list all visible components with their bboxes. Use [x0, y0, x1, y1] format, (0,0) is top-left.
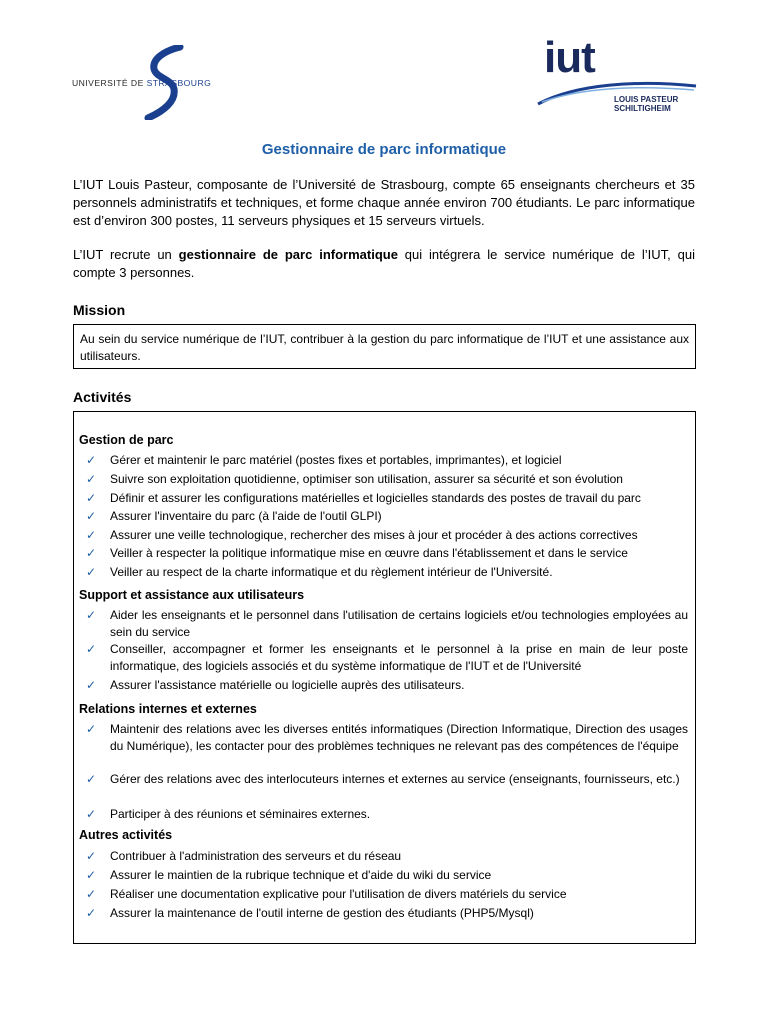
activity-item-text: Contribuer à l'administration des serveurs et du réseau	[110, 849, 402, 863]
checkmark-icon: ✓	[86, 509, 97, 523]
activity-list-item	[86, 867, 688, 884]
checkmark-icon: ✓	[86, 528, 97, 542]
checkmark-icon: ✓	[86, 565, 97, 579]
activites-heading: Activités	[73, 389, 132, 405]
page-title: Gestionnaire de parc informatique	[261, 141, 507, 158]
activity-list-item	[86, 607, 688, 640]
iut-louis-pasteur-logo	[536, 33, 701, 122]
activity-list-item	[86, 452, 688, 469]
activity-group-title: Support et assistance aux utilisateurs	[79, 588, 305, 602]
activity-group-title: Relations internes et externes	[79, 702, 257, 716]
activity-list-item	[86, 641, 688, 674]
activity-item-text: Veiller au respect de la charte informatique et du règlement intérieur de l'Université.	[110, 565, 553, 579]
checkmark-icon: ✓	[86, 849, 97, 863]
checkmark-icon: ✓	[86, 906, 97, 920]
activity-group-title: Autres activités	[79, 828, 173, 842]
mission-heading: Mission	[73, 302, 126, 318]
mission-box: Au sein du service numérique de l’IUT, contribuer à la gestion du parc informatique de l’IUT et une assistance aux utilisateurs.	[73, 324, 696, 369]
checkmark-icon: ✓	[86, 772, 97, 786]
activity-item-text: Assurer la maintenance de l'outil interne de gestion des étudiants (PHP5/Mysql)	[110, 906, 534, 920]
activity-item-text: Assurer une veille technologique, rechercher des mises à jour et procéder à des actions correctives	[110, 528, 638, 542]
activity-list-item	[86, 545, 688, 562]
job-title-emphasis: gestionnaire de parc informatique	[178, 247, 398, 262]
activity-list-item	[86, 771, 688, 788]
checkmark-icon: ✓	[86, 608, 97, 622]
activity-item-text: Gérer des relations avec des interlocuteurs internes et externes au service (enseignants, fournisseurs, etc.)	[110, 772, 680, 786]
universite-strasbourg-logo	[72, 45, 232, 120]
activites-box	[73, 411, 696, 944]
activity-item-text: Conseiller, accompagner et former les enseignants et le personnel à la prise en main de leur poste informatique, des logiciels associés et du système informatique de l'IUT et de l'Université	[110, 642, 688, 673]
iut-wordmark: iut	[544, 33, 595, 82]
activity-item-text: Assurer l'assistance matérielle ou logicielle auprès des utilisateurs.	[110, 678, 465, 692]
checkmark-icon: ✓	[86, 722, 97, 736]
checkmark-icon: ✓	[86, 678, 97, 692]
activity-item-text: Assurer le maintien de la rubrique technique et d'aide du wiki du service	[110, 868, 492, 882]
activity-list-item	[86, 886, 688, 903]
checkmark-icon: ✓	[86, 491, 97, 505]
iut-subtitle: LOUIS PASTEUR SCHILTIGHEIM	[614, 95, 679, 113]
universite-strasbourg-wordmark: UNIVERSITÉ DE STRASBOURG	[72, 78, 212, 88]
activity-list-item	[86, 527, 688, 544]
activity-item-text: Participer à des réunions et séminaires externes.	[110, 807, 371, 821]
activity-list-item	[86, 848, 688, 865]
checkmark-icon: ✓	[86, 887, 97, 901]
checkmark-icon: ✓	[86, 472, 97, 486]
activity-list-item	[86, 721, 688, 754]
intro-paragraph-2: L’IUT recrute un gestionnaire de parc informatique qui intégrera le service numérique de l’IUT, qui compte 3 personnes.	[73, 247, 695, 280]
activity-item-text: Réaliser une documentation explicative pour l'utilisation de divers matériels du service	[110, 887, 567, 901]
activity-list-item	[86, 508, 688, 525]
activity-list-item	[86, 905, 688, 922]
checkmark-icon: ✓	[86, 546, 97, 560]
intro-paragraph-1: L’IUT Louis Pasteur, composante de l’Université de Strasbourg, compte 65 enseignants chercheurs et 35 personnels administratifs et techniques, et forme chaque année environ 700 étudiants. Le parc informatique est d’environ 300 postes, 11 serveurs physiques et 15 serveurs virtuels.	[73, 177, 695, 228]
activity-list-item	[86, 490, 688, 507]
checkmark-icon: ✓	[86, 642, 97, 656]
checkmark-icon: ✓	[86, 807, 97, 821]
activity-item-text: Gérer et maintenir le parc matériel (postes fixes et portables, imprimantes), et logiciel	[110, 453, 562, 467]
activity-list-item	[86, 564, 688, 581]
activity-item-text: Suivre son exploitation quotidienne, optimiser son utilisation, assurer sa sécurité et son évolution	[110, 472, 623, 486]
activity-item-text: Aider les enseignants et le personnel dans l'utilisation de certains logiciels et/ou technologies employées au sein du service	[110, 608, 688, 639]
activity-item-text: Assurer l'inventaire du parc (à l'aide de l'outil GLPI)	[110, 509, 382, 523]
activity-group-title: Gestion de parc	[79, 433, 174, 447]
activity-item-text: Veiller à respecter la politique informatique mise en œuvre dans l'établissement et dans le service	[110, 546, 628, 560]
checkmark-icon: ✓	[86, 453, 97, 467]
activity-list-item	[86, 806, 688, 823]
activity-item-text: Définir et assurer les configurations matérielles et logicielles standards des postes de travail du parc	[110, 491, 641, 505]
activity-list-item	[86, 677, 688, 694]
activity-list-item	[86, 471, 688, 488]
checkmark-icon: ✓	[86, 868, 97, 882]
activity-item-text: Maintenir des relations avec les diverses entités informatiques (Direction Informatique, Direction des usages du Numérique), les contacter pour des problèmes techniques ne relevant pas des compétences de l'équipe	[110, 722, 688, 753]
